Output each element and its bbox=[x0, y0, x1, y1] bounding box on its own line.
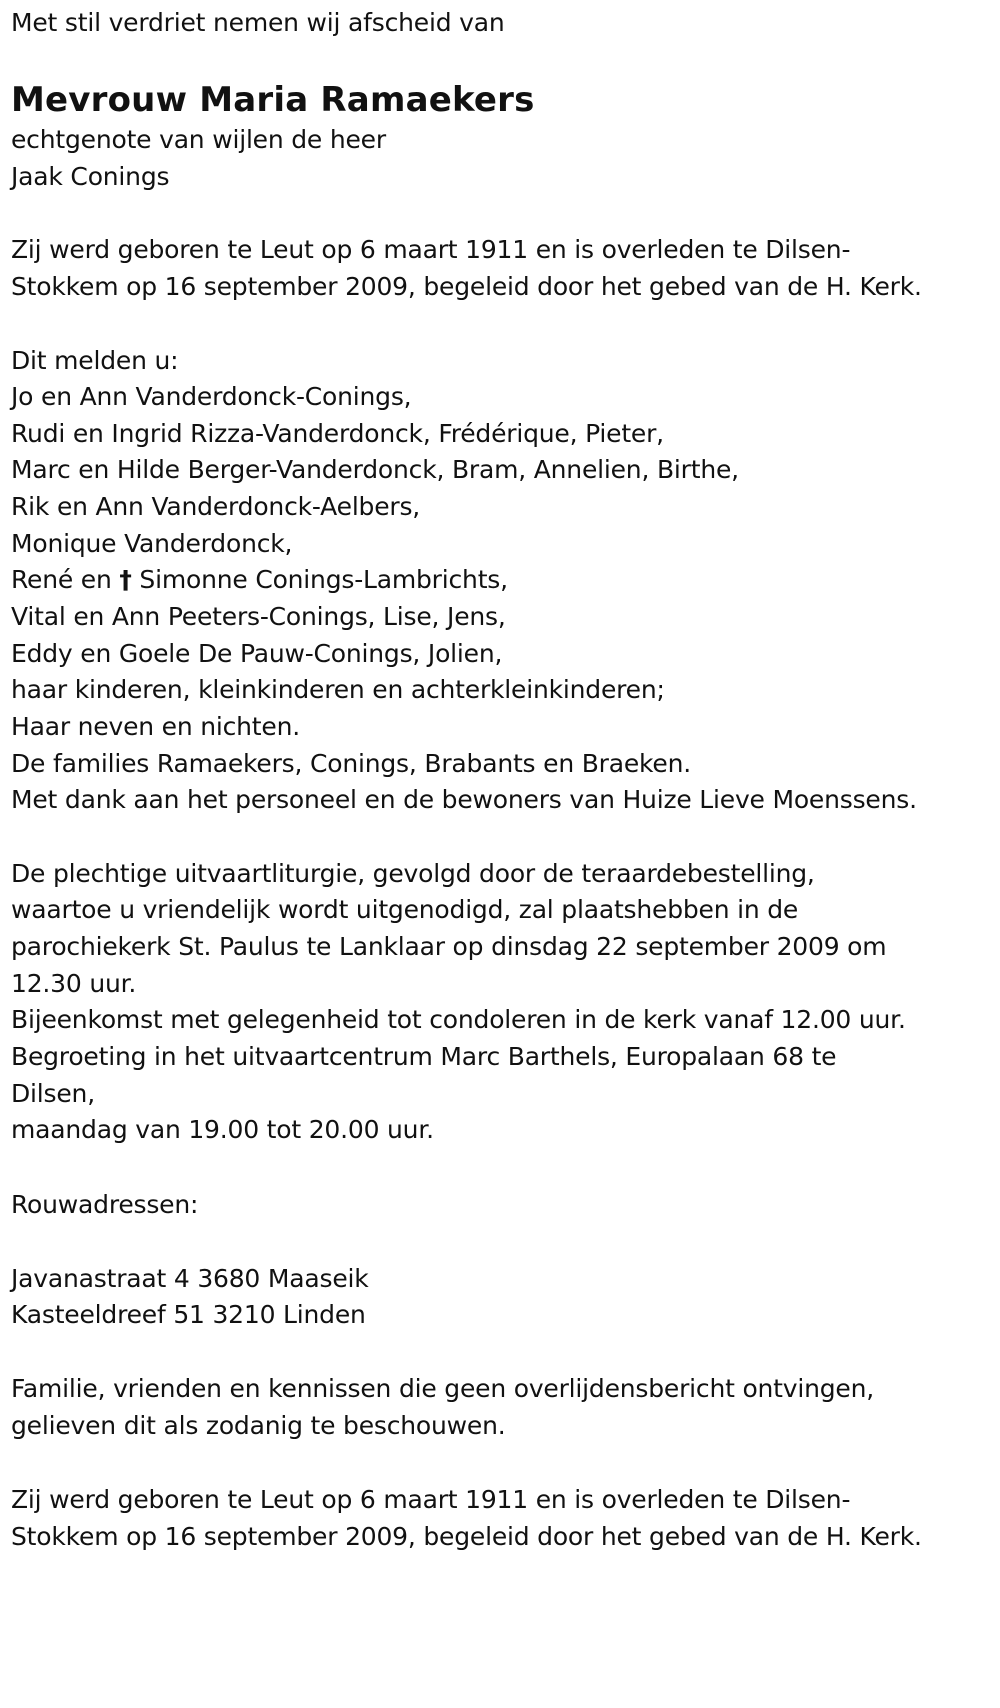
family-line: Met dank aan het personeel en de bewoners van Huize Lieve Moenssens. bbox=[11, 785, 917, 814]
spouse-name: Jaak Conings bbox=[11, 162, 170, 191]
ceremony-line: De plechtige uitvaartliturgie, gevolgd door de teraardebestelling, bbox=[11, 859, 815, 888]
deceased-name: Mevrouw Maria Ramaekers bbox=[11, 80, 535, 120]
birth-death-repeat-line: Stokkem op 16 september 2009, begeleid door het gebed van de H. Kerk. bbox=[11, 1522, 922, 1551]
ceremony-line: waartoe u vriendelijk wordt uitgenodigd, zal plaatshebben in de bbox=[11, 895, 799, 924]
ceremony-line: 12.30 uur. bbox=[11, 969, 137, 998]
family-line: Eddy en Goele De Pauw-Conings, Jolien, bbox=[11, 639, 503, 668]
family-line: Jo en Ann Vanderdonck-Conings, bbox=[11, 382, 412, 411]
family-line: Rik en Ann Vanderdonck-Aelbers, bbox=[11, 492, 421, 521]
birth-death-line: Stokkem op 16 september 2009, begeleid door het gebed van de H. Kerk. bbox=[11, 272, 922, 301]
cross-icon: † bbox=[119, 565, 132, 594]
birth-death-line: Zij werd geboren te Leut op 6 maart 1911 en is overleden te Dilsen- bbox=[11, 235, 851, 264]
family-line: haar kinderen, kleinkinderen en achterkleinkinderen; bbox=[11, 675, 665, 704]
family-line: Rudi en Ingrid Rizza-Vanderdonck, Frédérique, Pieter, bbox=[11, 419, 664, 448]
family-line: Vital en Ann Peeters-Conings, Lise, Jens, bbox=[11, 602, 506, 631]
closing-line: gelieven dit als zodanig te beschouwen. bbox=[11, 1411, 506, 1440]
ceremony-line: Dilsen, bbox=[11, 1079, 95, 1108]
family-line: Haar neven en nichten. bbox=[11, 712, 300, 741]
ceremony-line: parochiekerk St. Paulus te Lanklaar op dinsdag 22 september 2009 om bbox=[11, 932, 887, 961]
spouse-line: echtgenote van wijlen de heer bbox=[11, 125, 386, 154]
family-text: Simonne Conings-Lambrichts, bbox=[131, 565, 508, 594]
ceremony-line: maandag van 19.00 tot 20.00 uur. bbox=[11, 1115, 434, 1144]
address-line: Javanastraat 4 3680 Maaseik bbox=[11, 1264, 369, 1293]
family-text: René en bbox=[11, 565, 120, 594]
birth-death-repeat-line: Zij werd geboren te Leut op 6 maart 1911 en is overleden te Dilsen- bbox=[11, 1485, 851, 1514]
family-line: Monique Vanderdonck, bbox=[11, 529, 293, 558]
address-line: Kasteeldreef 51 3210 Linden bbox=[11, 1300, 366, 1329]
family-line bbox=[11, 562, 508, 598]
intro-text: Met stil verdriet nemen wij afscheid van bbox=[11, 8, 505, 37]
announce-header: Dit melden u: bbox=[11, 346, 179, 375]
ceremony-line: Begroeting in het uitvaartcentrum Marc Barthels, Europalaan 68 te bbox=[11, 1042, 837, 1071]
addresses-header: Rouwadressen: bbox=[11, 1190, 199, 1219]
family-line: De families Ramaekers, Conings, Brabants en Braeken. bbox=[11, 749, 691, 778]
closing-line: Familie, vrienden en kennissen die geen overlijdensbericht ontvingen, bbox=[11, 1374, 875, 1403]
ceremony-line: Bijeenkomst met gelegenheid tot condoleren in de kerk vanaf 12.00 uur. bbox=[11, 1005, 906, 1034]
family-line: Marc en Hilde Berger-Vanderdonck, Bram, Annelien, Birthe, bbox=[11, 455, 739, 484]
